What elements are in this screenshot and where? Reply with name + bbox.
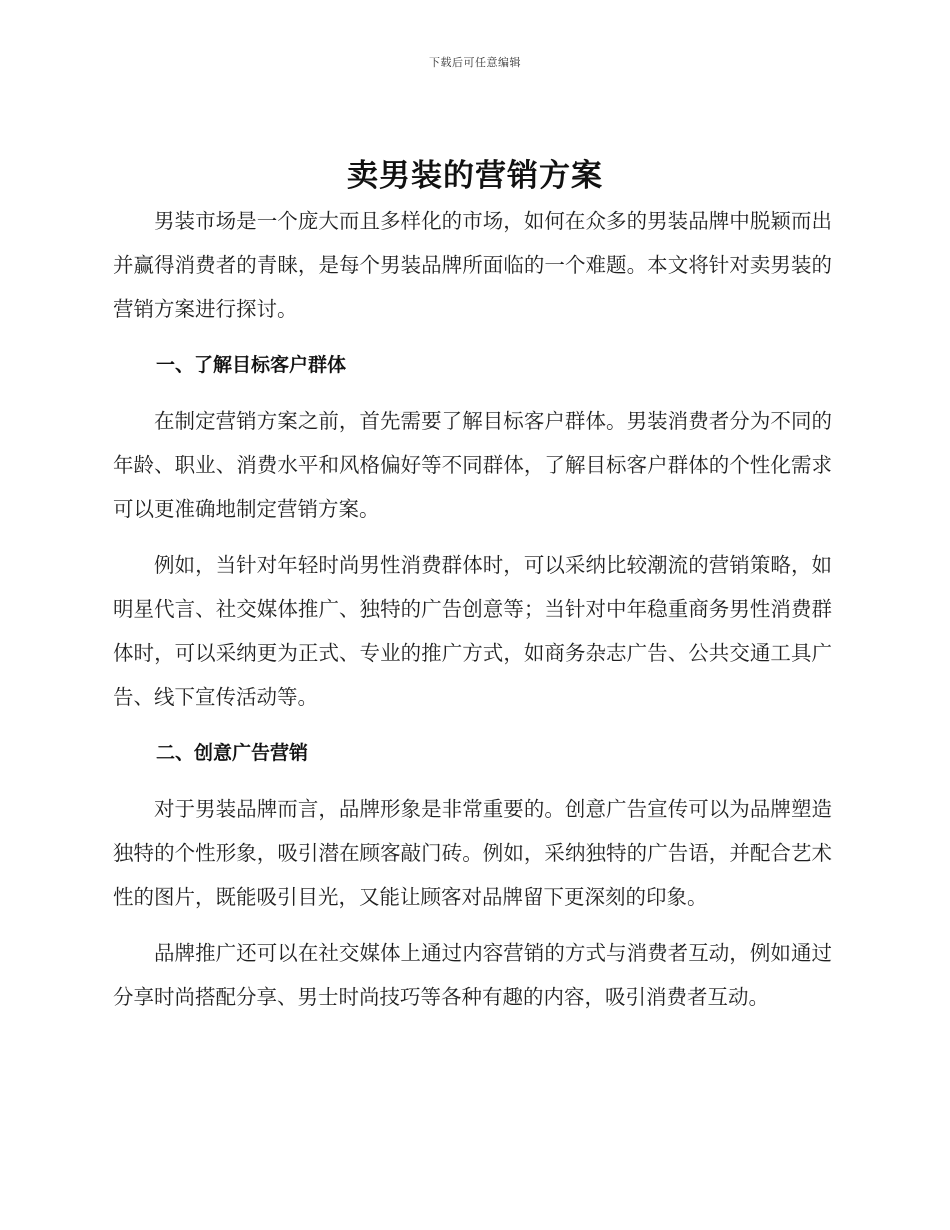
intro-paragraph: 男装市场是一个庞大而且多样化的市场，如何在众多的男装品牌中脱颖而出并赢得消费者的青睐，是每个男装品牌所面临的一个难题。本文将针对卖男装的营销方案进行探讨。	[113, 209, 832, 321]
section-1-paragraph-2: 例如，当针对年轻时尚男性消费群体时，可以采纳比较潮流的营销策略，如明星代言、社交媒体推广、独特的广告创意等；当针对中年稳重商务男性消费群体时，可以采纳更为正式、专业的推广方式，如商务杂志广告、公共交通工具广告、线下宣传活动等。	[113, 553, 832, 709]
document-body	[113, 199, 832, 1031]
section-heading-2: 二、创意广告营销	[156, 742, 309, 764]
section-1-paragraph-1: 在制定营销方案之前，首先需要了解目标客户群体。男装消费者分为不同的年龄、职业、消费水平和风格偏好等不同群体，了解目标客户群体的个性化需求可以更准确地制定营销方案。	[113, 409, 832, 521]
section-2-paragraph-1: 对于男装品牌而言，品牌形象是非常重要的。创意广告宣传可以为品牌塑造独特的个性形象，吸引潜在顾客敲门砖。例如，采纳独特的广告语，并配合艺术性的图片，既能吸引目光，又能让顾客对品牌留下更深刻的印象。	[113, 797, 832, 909]
section-heading-1: 一、了解目标客户群体	[156, 354, 347, 376]
header-note: 下载后可任意编辑	[429, 56, 521, 69]
section-2-paragraph-2: 品牌推广还可以在社交媒体上通过内容营销的方式与消费者互动，例如通过分享时尚搭配分享、男士时尚技巧等各种有趣的内容，吸引消费者互动。	[113, 941, 832, 1009]
document-title: 卖男装的营销方案	[347, 158, 603, 194]
